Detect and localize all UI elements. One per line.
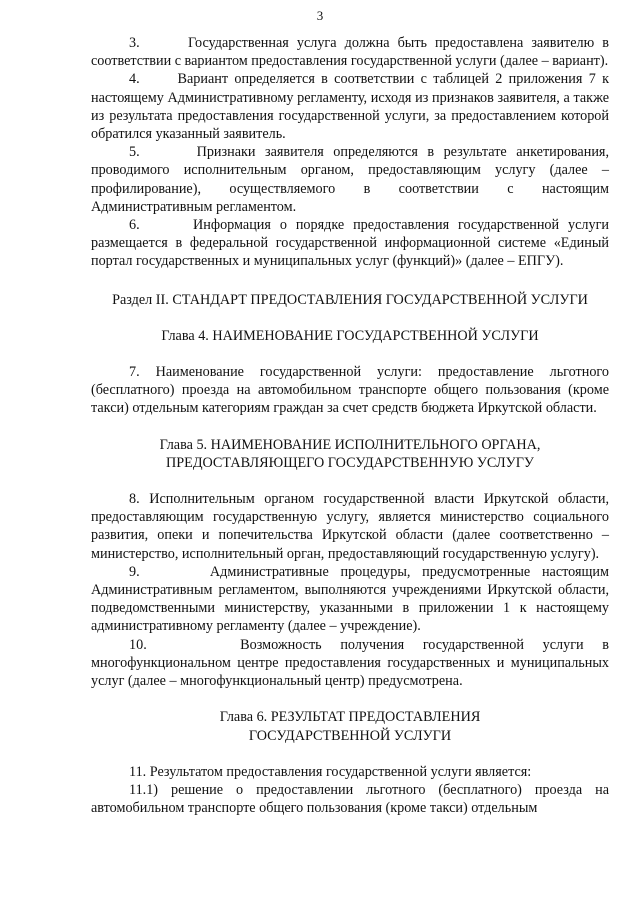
paragraph-9: 9. Административные процедуры, предусмотренные настоящим Административным регламентом, выполняются учреждениями Иркутской области, подведомственными министерству, указанными в приложении 1 к настоящему административному регламенту (далее – учреждение).: [91, 563, 609, 635]
chapter-5-title-line-2: ПРЕДОСТАВЛЯЮЩЕГО ГОСУДАРСТВЕННУЮ УСЛУГУ: [166, 454, 534, 471]
paragraph-3: 3. Государственная услуга должна быть предоставлена заявителю в соответствии с вариантом предоставления государственной услуги (далее – вариант).: [91, 35, 609, 70]
paragraph-11-1: 11.1) решение о предоставлении льготного (бесплатного) проезда на автомобильном транспорте общего пользования (кроме такси) отдельным: [91, 781, 609, 817]
chapter-5-title-line-1: Глава 5. НАИМЕНОВАНИЕ ИСПОЛНИТЕЛЬНОГО ОРГАНА,: [159, 436, 541, 453]
paragraph-5: 5. Признаки заявителя определяются в результате анкетирования, проводимого исполнительным органом, предоставляющим услугу (далее – профилирование), осуществляемого в соответствии с настоящим Административным регламентом.: [91, 144, 609, 215]
chapter-5-title: [91, 436, 609, 472]
chapter-6-title-line-2: ГОСУДАРСТВЕННОЙ УСЛУГИ: [248, 727, 452, 744]
paragraph-8: 8. Исполнительным органом государственной власти Иркутской области, предоставляющим государственную услугу, является министерство социального развития, опеки и попечительства Иркутской области (далее соответственно – министерство, исполнительный орган, предоставляющий государственную услугу).: [91, 491, 609, 562]
paragraph-4: 4. Вариант определяется в соответствии с таблицей 2 приложения 7 к настоящему Административному регламенту, исходя из признаков заявителя, а также из результата предоставления государственной услуги, за предоставлением которой обратился указанный заявитель.: [91, 71, 609, 143]
document-body: [91, 34, 609, 817]
paragraph-10: 10. Возможность получения государственной услуги в многофункциональном центре предоставления государственных и муниципальных услуг (далее – многофункциональный центр) предусмотрена.: [91, 636, 609, 690]
paragraph-7: 7. Наименование государственной услуги: предоставление льготного (бесплатного) проезда на автомобильном транспорте общего пользования (кроме такси) отдельным категориям граждан за счет средств бюджета Иркутской области.: [91, 364, 609, 417]
page-number: 3: [316, 8, 324, 23]
chapter-4-title: Глава 4. НАИМЕНОВАНИЕ ГОСУДАРСТВЕННОЙ УСЛУГИ: [161, 327, 539, 344]
chapter-6-title-line-1: Глава 6. РЕЗУЛЬТАТ ПРЕДОСТАВЛЕНИЯ: [219, 709, 481, 726]
chapter-6-title: [91, 708, 609, 744]
paragraph-11: 11. Результатом предоставления государственной услуги является:: [129, 763, 532, 780]
paragraph-6: 6. Информация о порядке предоставления государственной услуги размещается в федеральной государственной информационной системе «Единый портал государственных и муниципальных услуг (функций)» (далее – ЕПГУ).: [91, 217, 609, 270]
section-title: Раздел II. СТАНДАРТ ПРЕДОСТАВЛЕНИЯ ГОСУДАРСТВЕННОЙ УСЛУГИ: [112, 291, 588, 308]
